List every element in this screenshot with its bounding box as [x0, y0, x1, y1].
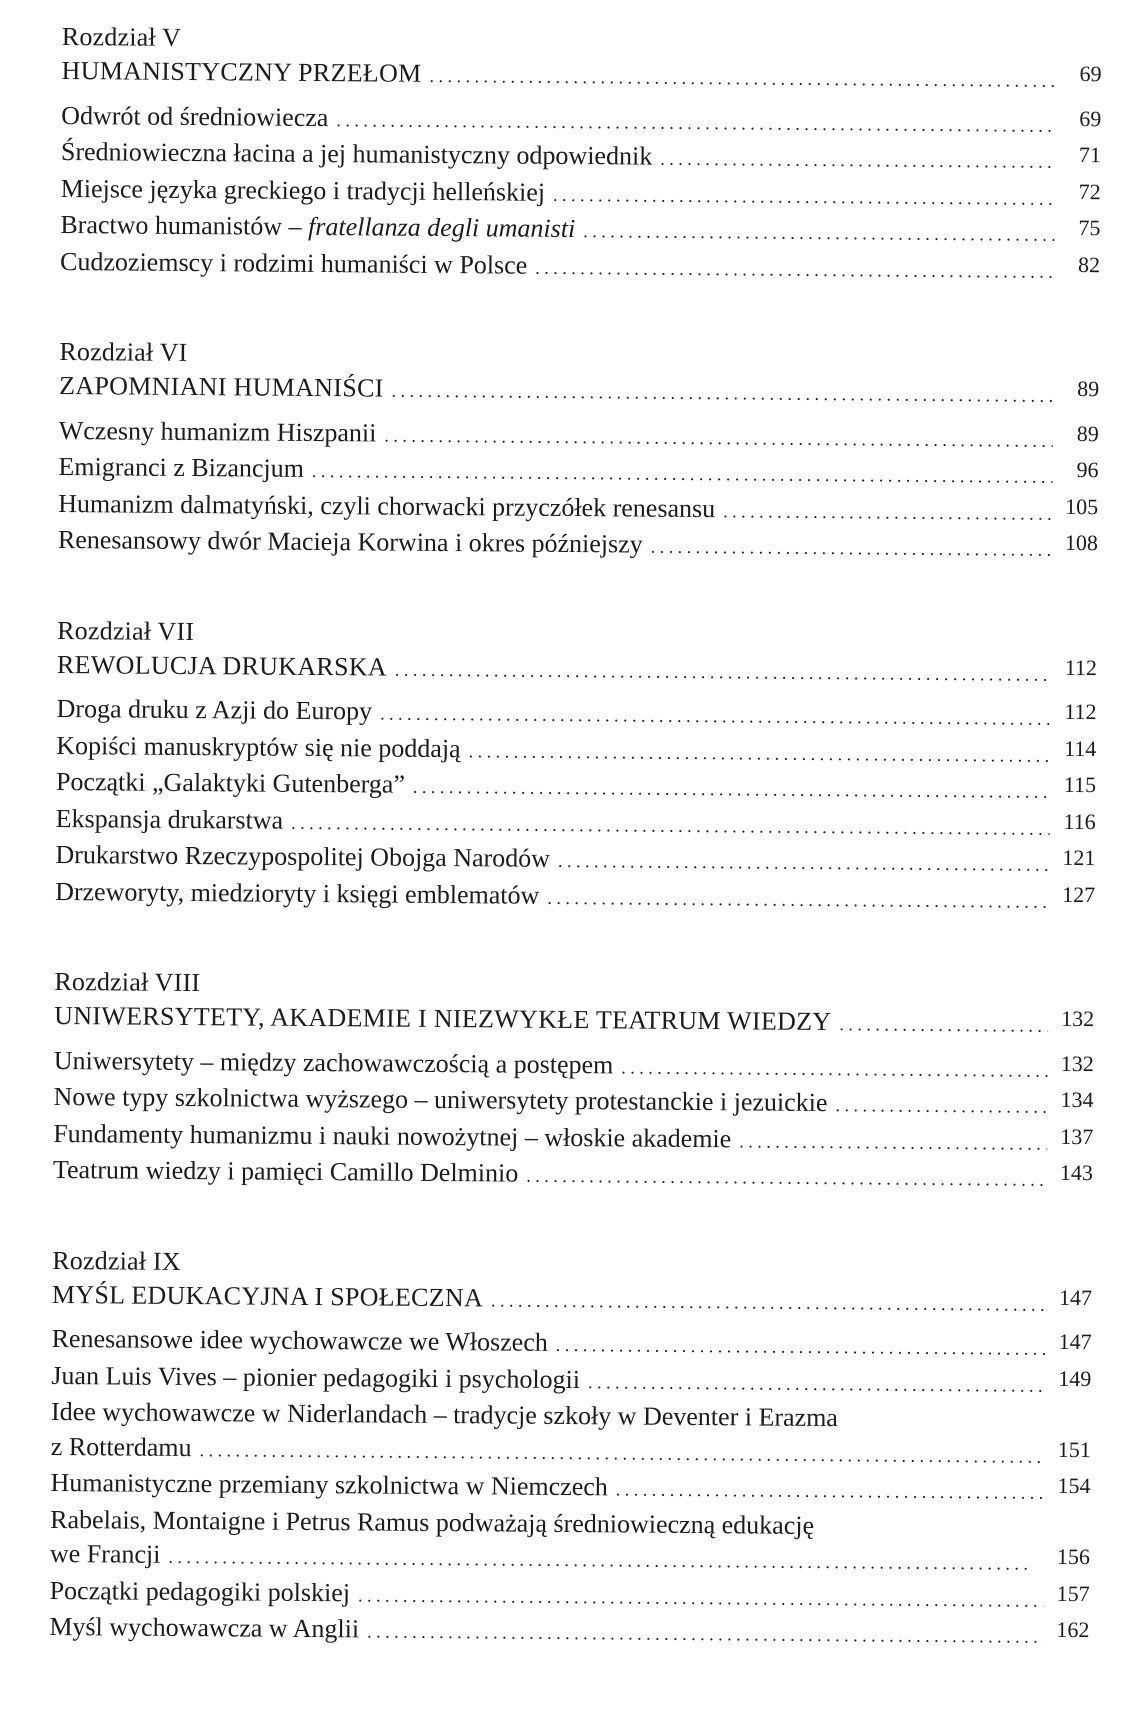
- entry-title: Emigranci z Bizancjum: [58, 451, 305, 483]
- chapter-title: UNIWERSYTETY, AKADEMIE I NIEZWYKŁE TEATRUM WIEDZY: [54, 1000, 832, 1037]
- page-number: 132: [1060, 1050, 1094, 1076]
- dot-leader: [651, 528, 1052, 568]
- toc-entry: [50, 1502, 1091, 1581]
- dot-leader: [558, 842, 1050, 882]
- entry-title: Drzeworyty, miedzioryty i księgi emblematów: [55, 876, 540, 910]
- chapter-heading: [52, 1277, 1092, 1322]
- entry-title: z Rotterdamu: [50, 1431, 192, 1462]
- dot-leader: [395, 650, 1051, 692]
- entry-title: Początki pedagogiki polskiej: [49, 1575, 351, 1607]
- dot-leader: [491, 1281, 1046, 1322]
- chapter-label: Rozdział VI: [59, 336, 188, 367]
- dot-leader: [336, 101, 1055, 143]
- entry-title: we Francji: [49, 1538, 161, 1569]
- dot-leader: [380, 695, 1051, 737]
- page-number: 154: [1057, 1472, 1091, 1499]
- entry-title: [60, 208, 575, 247]
- entry-title: Wczesny humanizm Hiszpanii: [58, 415, 377, 447]
- page-number: 143: [1059, 1159, 1094, 1186]
- chapter-label: Rozdział IX: [52, 1245, 181, 1276]
- dot-leader: [413, 768, 1050, 810]
- dot-leader: [583, 212, 1054, 252]
- toc-entry: [51, 1395, 1092, 1474]
- entry-title: Średniowieczna łacina a jej humanistyczny odpowiednik: [60, 136, 653, 171]
- entry-title: Humanizm dalmatyński, czyli chorwacki przyczółek renesansu: [58, 488, 716, 523]
- entry-title: Uniwersytety – między zachowawczością a postępem: [53, 1045, 614, 1079]
- chapter-label: Rozdział V: [61, 21, 182, 52]
- dot-leader: [660, 140, 1055, 180]
- page-number: 121: [1062, 844, 1096, 871]
- chapter-heading: [57, 647, 1097, 692]
- page-number: 96: [1076, 456, 1099, 483]
- entry-title-plain: Bractwo humanistów –: [60, 209, 309, 241]
- toc-entry: [55, 874, 1095, 919]
- page-number: 89: [1077, 375, 1100, 402]
- page-number: 114: [1064, 735, 1097, 761]
- chapter-title: MYŚL EDUKACYJNA I SPOŁECZNA: [51, 1279, 484, 1312]
- chapter-8: [53, 965, 1095, 1198]
- entry-title: Kopiści manuskryptów się nie poddają: [56, 730, 461, 763]
- entry-title-line1: Rabelais, Montaigne i Petrus Ramus podważają średniowieczną edukację: [50, 1504, 815, 1540]
- chapter-7: [55, 613, 1097, 919]
- page-number: 149: [1058, 1365, 1092, 1391]
- page-number: 162: [1056, 1616, 1090, 1643]
- chapter-title: HUMANISTYCZNY PRZEŁOM: [61, 55, 422, 88]
- chapter-9: [49, 1243, 1092, 1654]
- page-number: 115: [1063, 771, 1097, 798]
- dot-leader: [358, 1576, 1044, 1618]
- table-of-contents: [49, 20, 1102, 1709]
- chapter-heading: [54, 999, 1094, 1044]
- entry-title-italic: fratellanza degli umanisti: [307, 211, 576, 244]
- entry-title: Odwrót od średniowiecza: [61, 100, 329, 132]
- page-number: 116: [1063, 808, 1096, 834]
- page-number: 134: [1060, 1086, 1094, 1113]
- page-number: 69: [1079, 105, 1102, 131]
- chapter-5: [60, 20, 1102, 289]
- entry-title: Ekspansja drukarstwa: [55, 803, 284, 835]
- dot-leader: [835, 1086, 1047, 1124]
- dot-leader: [839, 1005, 1048, 1043]
- toc-entry: [60, 244, 1100, 289]
- entry-title: Renesansowe idee wychowawcze we Włoszech: [51, 1323, 548, 1357]
- page-number: 157: [1056, 1580, 1090, 1606]
- dot-leader: [429, 57, 1055, 98]
- entry-title: Cudzoziemscy i rodzimi humaniści w Polsce: [59, 246, 528, 280]
- entry-title: Droga druku z Azji do Europy: [56, 693, 373, 726]
- entry-title: Myśl wychowawcza w Anglii: [49, 1611, 360, 1644]
- dot-leader: [556, 1326, 1046, 1366]
- entry-title: Renesansowy dwór Macieja Korwina i okres późniejszy: [57, 524, 643, 559]
- dot-leader: [535, 248, 1054, 289]
- page-number: 151: [1057, 1436, 1091, 1462]
- entry-title: Miejsce języka greckiego i tradycji helleńskiej: [60, 173, 546, 207]
- toc-entry: [53, 1153, 1093, 1198]
- chapter-heading: [59, 369, 1099, 414]
- page-number: 127: [1062, 881, 1096, 907]
- chapter-label: Rozdział VII: [57, 615, 195, 646]
- entry-title: Juan Luis Vives – pionier pedagogiki i psychologii: [51, 1360, 581, 1394]
- page-number: 71: [1078, 141, 1102, 168]
- entry-title: Drukarstwo Rzeczypospolitej Obojga Narodów: [55, 839, 551, 873]
- page-number: 89: [1076, 420, 1099, 446]
- page-number: 75: [1078, 214, 1101, 241]
- chapter-title: ZAPOMNIANI HUMANIŚCI: [59, 370, 384, 403]
- page-number: 82: [1078, 251, 1101, 277]
- page-number: 156: [1056, 1543, 1091, 1570]
- page-number: 69: [1079, 60, 1102, 87]
- page-number: 72: [1078, 178, 1101, 204]
- page-number: 112: [1064, 654, 1098, 680]
- dot-leader: [621, 1048, 1048, 1088]
- entry-title-line1: Idee wychowawcze w Niderlandach – tradycje szkoły w Deventer i Erazma: [50, 1396, 839, 1433]
- dot-leader: [547, 878, 1049, 918]
- toc-entry: [58, 523, 1098, 568]
- entry-title: Nowe typy szkolnictwa wyższego – uniwersytety protestanckie i jezuickie: [53, 1081, 828, 1118]
- page-number: 137: [1060, 1123, 1094, 1149]
- dot-leader: [616, 1470, 1045, 1510]
- chapter-title: REWOLUCJA DRUKARSKA: [56, 649, 388, 682]
- entry-title: Teatrum wiedzy i pamięci Camillo Delminio: [52, 1154, 519, 1188]
- page-number: 147: [1058, 1328, 1092, 1355]
- dot-leader: [469, 732, 1051, 773]
- dot-leader: [723, 492, 1052, 531]
- dot-leader: [588, 1363, 1046, 1403]
- entry-title: Humanistyczne przemiany szkolnictwa w Niemczech: [50, 1467, 608, 1502]
- chapter-6: [58, 335, 1100, 568]
- page-number: 132: [1061, 1005, 1095, 1032]
- dot-leader: [526, 1157, 1047, 1198]
- page-number: 105: [1065, 493, 1099, 519]
- dot-leader: [384, 416, 1053, 458]
- chapter-label: Rozdział VIII: [54, 966, 201, 998]
- page-number: 112: [1064, 698, 1097, 725]
- dot-leader: [312, 452, 1053, 494]
- entry-title: Początki „Galaktyki Gutenberga”: [55, 766, 406, 799]
- chapter-heading: [61, 54, 1101, 99]
- dot-leader: [291, 803, 1050, 845]
- entry-title: Fundamenty humanizmu i nauki nowożytnej – włoskie akademie: [53, 1118, 732, 1153]
- dot-leader: [391, 372, 1053, 414]
- page-number: 147: [1058, 1284, 1093, 1310]
- page-number: 108: [1064, 529, 1099, 556]
- dot-leader: [739, 1122, 1047, 1161]
- dot-leader: [553, 175, 1055, 215]
